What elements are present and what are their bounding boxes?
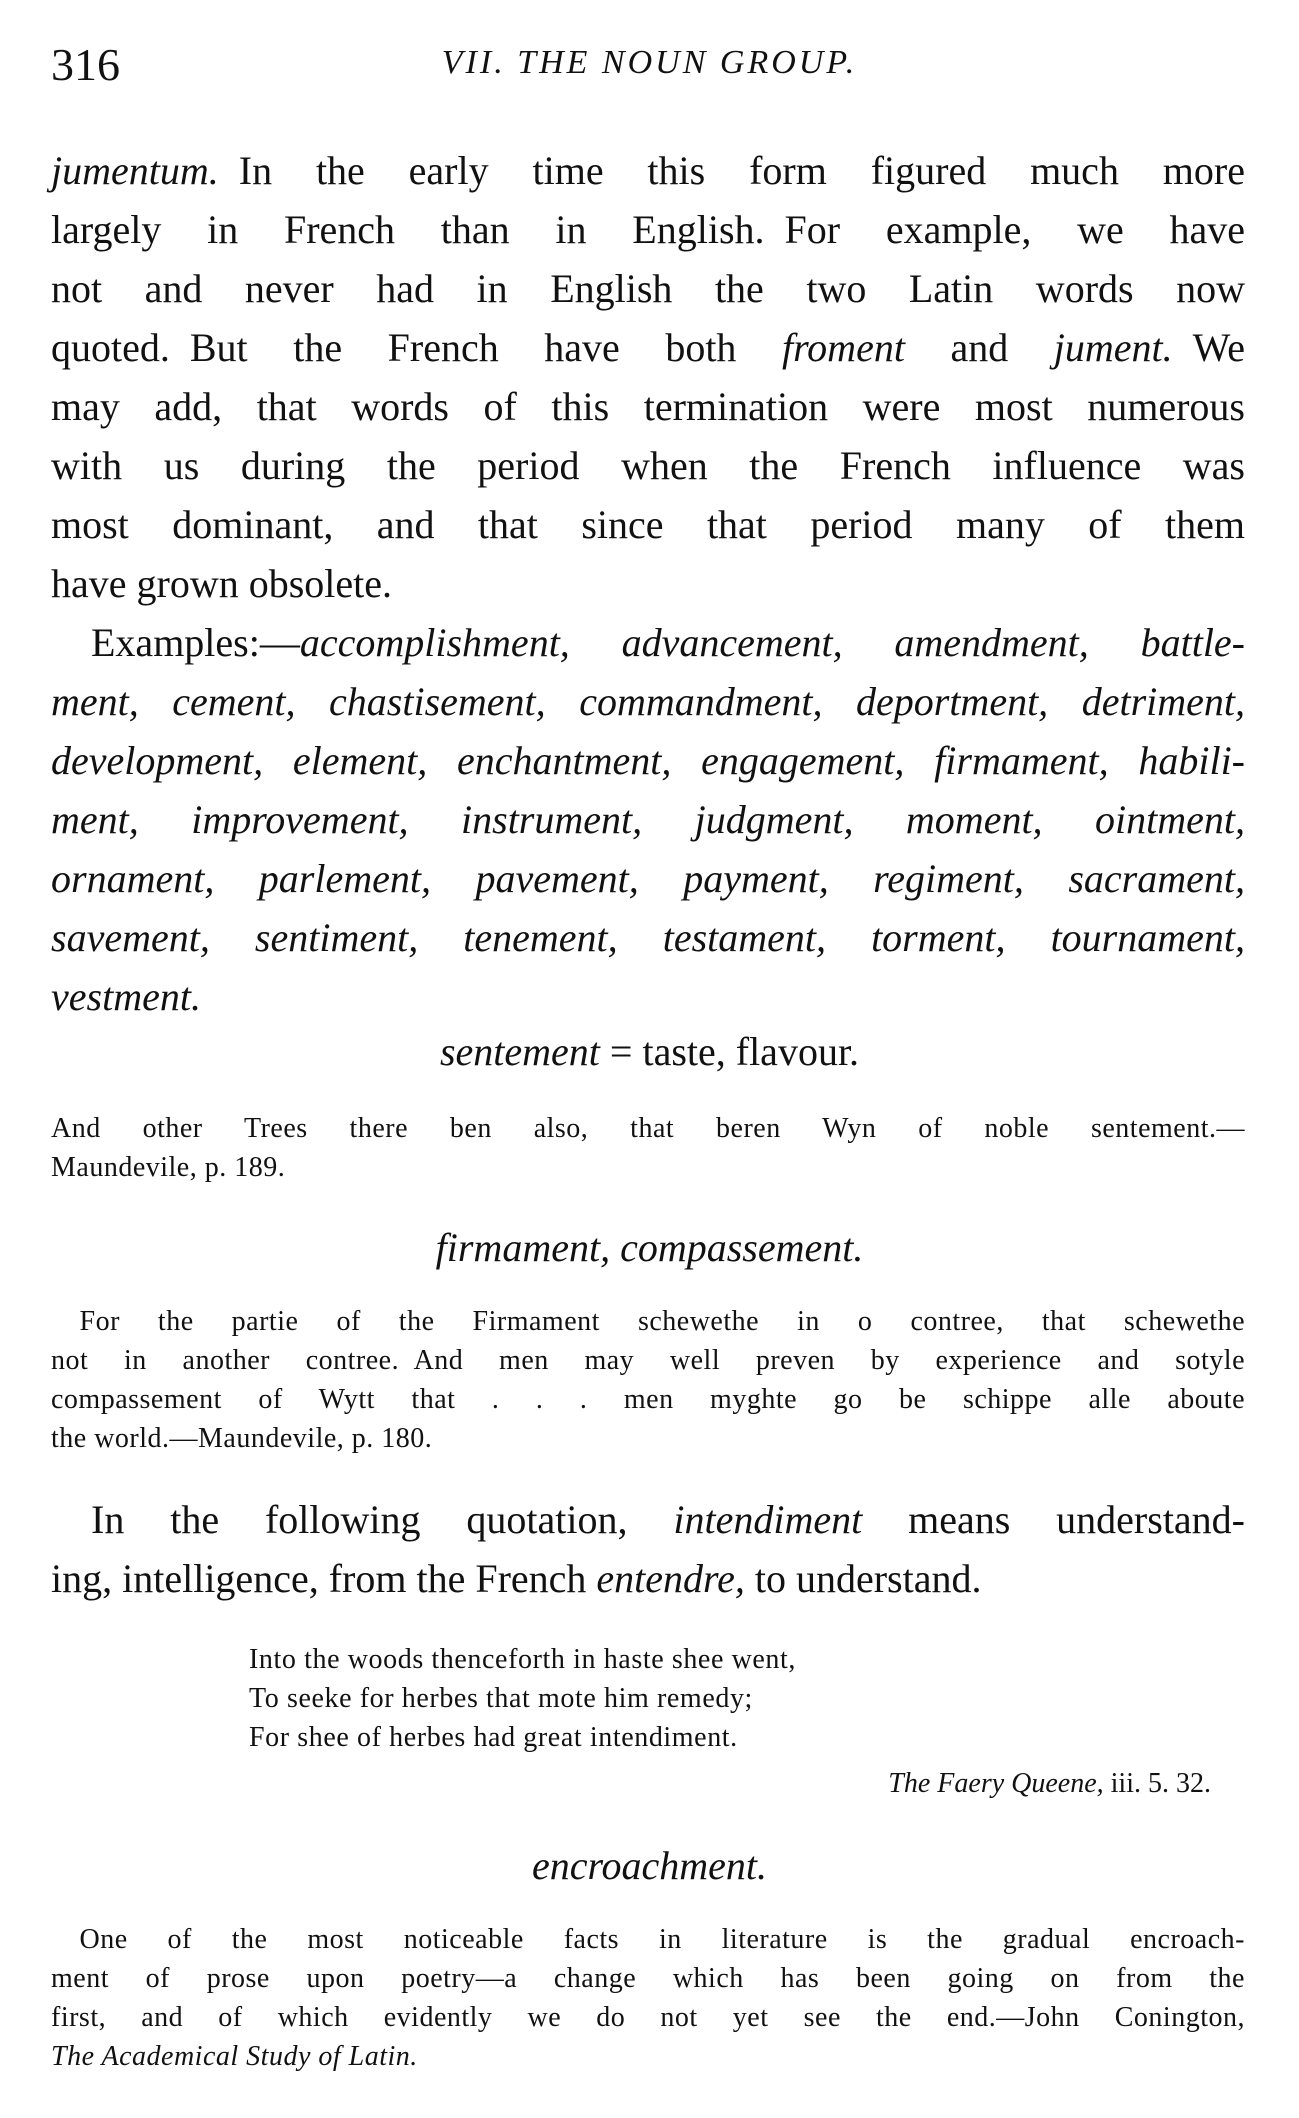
running-head: VII. THE NOUN GROUP.	[441, 44, 858, 81]
italic-text: The Academical Study of Latin.	[51, 2041, 418, 2072]
italic-text: development, element, enchantment, engagement, firmament, habili-	[51, 738, 1245, 783]
text-run: to understand.	[744, 1556, 982, 1601]
citation-ref: iii. 5. 32.	[1103, 1768, 1211, 1799]
examples-paragraph	[51, 613, 1245, 1026]
text-line	[51, 495, 1245, 554]
text-run: And other Trees there ben also, that beren Wyn of noble sentement.—	[51, 1113, 1245, 1144]
text-run: In the following quotation,	[51, 1497, 674, 1542]
text-run: ing, intelligence, from the French	[51, 1556, 597, 1601]
text-run: first, and of which evidently we do not yet see the end.—John Conington,	[51, 2002, 1245, 2033]
text-run: with us during the period when the French influence was	[51, 443, 1245, 488]
poem-line: To seeke for herbes that mote him remedy;	[249, 1683, 753, 1714]
poem-citation	[888, 1768, 1211, 1800]
text-run: may add, that words of this termination were most numerous	[51, 384, 1245, 429]
paragraph-jumentum	[51, 141, 1245, 613]
page-number: 316	[51, 39, 120, 90]
italic-text: froment	[781, 325, 905, 370]
text-line	[51, 1549, 1245, 1608]
heading-gloss: = taste, flavour.	[599, 1029, 860, 1074]
text-line	[51, 613, 1245, 672]
poem-quotation	[249, 1640, 796, 1757]
text-line	[51, 377, 1245, 436]
text-line	[51, 1959, 1245, 1998]
heading-encroachment: encroachment.	[531, 1843, 768, 1888]
text-line	[51, 2037, 1245, 2076]
quote-maundevile-1	[51, 1109, 1245, 1187]
text-line	[51, 1341, 1245, 1380]
heading-sentement	[0, 1028, 1299, 1075]
text-line	[51, 790, 1245, 849]
heading-firmament: firmament, compassement.	[435, 1225, 864, 1270]
text-line	[51, 1998, 1245, 2037]
italic-text: jument.	[1053, 325, 1173, 370]
quote-maundevile-2	[51, 1302, 1245, 1458]
text-line	[51, 1302, 1245, 1341]
text-run: and	[904, 325, 1054, 370]
text-line	[51, 1490, 1245, 1549]
quote-conington	[51, 1920, 1245, 2076]
text-line	[51, 1109, 1245, 1148]
italic-text: ment, improvement, instrument, judgment, moment, ointment,	[51, 797, 1245, 842]
italic-text: ment, cement, chastisement, commandment, deportment, detriment,	[51, 679, 1245, 724]
citation-title: The Faery Queene,	[888, 1768, 1104, 1799]
text-line	[51, 1920, 1245, 1959]
text-line	[51, 1419, 1245, 1458]
text-line	[51, 200, 1245, 259]
text-line	[51, 1148, 1245, 1187]
text-run: largely in French than in English. For example, we have	[51, 207, 1245, 252]
text-run: For the partie of the Firmament schewethe in o contree, that schewethe	[51, 1306, 1245, 1337]
text-line	[51, 554, 1245, 613]
text-run: have grown obsolete.	[51, 561, 393, 606]
text-run: means understand-	[862, 1497, 1245, 1542]
italic-text: accomplishment, advancement, amendment, battle-	[299, 620, 1245, 665]
text-run: ment of prose upon poetry—a change which has been going on from the	[51, 1963, 1245, 1994]
text-line	[51, 436, 1245, 495]
text-run: Maundevile, p. 189.	[51, 1152, 286, 1183]
italic-text: intendiment	[673, 1497, 863, 1542]
heading-word: sentement	[439, 1029, 600, 1074]
text-line	[51, 672, 1245, 731]
paragraph-intendiment	[51, 1490, 1245, 1608]
text-run: most dominant, and that since that period many of them	[51, 502, 1245, 547]
italic-text: vestment.	[51, 974, 201, 1019]
text-run: Examples:—	[51, 620, 300, 665]
italic-text: entendre,	[596, 1556, 745, 1601]
text-line	[51, 318, 1245, 377]
text-line	[51, 967, 1245, 1026]
text-run: One of the most noticeable facts in literature is the gradual encroach-	[51, 1924, 1245, 1955]
text-run: not in another contree. And men may well preven by experience and sotyle	[51, 1345, 1245, 1376]
text-run: quoted. But the French have both	[51, 325, 782, 370]
text-line	[51, 1380, 1245, 1419]
text-run: the world.—Maundevile, p. 180.	[51, 1423, 433, 1454]
italic-text: savement, sentiment, tenement, testament, torment, tournament,	[51, 915, 1245, 960]
poem-line: Into the woods thenceforth in haste shee went,	[249, 1644, 797, 1675]
text-line	[51, 849, 1245, 908]
poem-line: For shee of herbes had great intendiment.	[249, 1722, 738, 1753]
text-line	[51, 908, 1245, 967]
text-run: not and never had in English the two Latin words now	[51, 266, 1245, 311]
text-run: compassement of Wytt that . . . men myghte go be schippe alle aboute	[51, 1384, 1245, 1415]
text-run: We	[1172, 325, 1245, 370]
italic-text: jumentum.	[51, 148, 219, 193]
text-line	[51, 731, 1245, 790]
text-line	[51, 259, 1245, 318]
text-line	[51, 141, 1245, 200]
italic-text: ornament, parlement, pavement, payment, regiment, sacrament,	[51, 856, 1245, 901]
text-run: In the early time this form figured much more	[218, 148, 1245, 193]
